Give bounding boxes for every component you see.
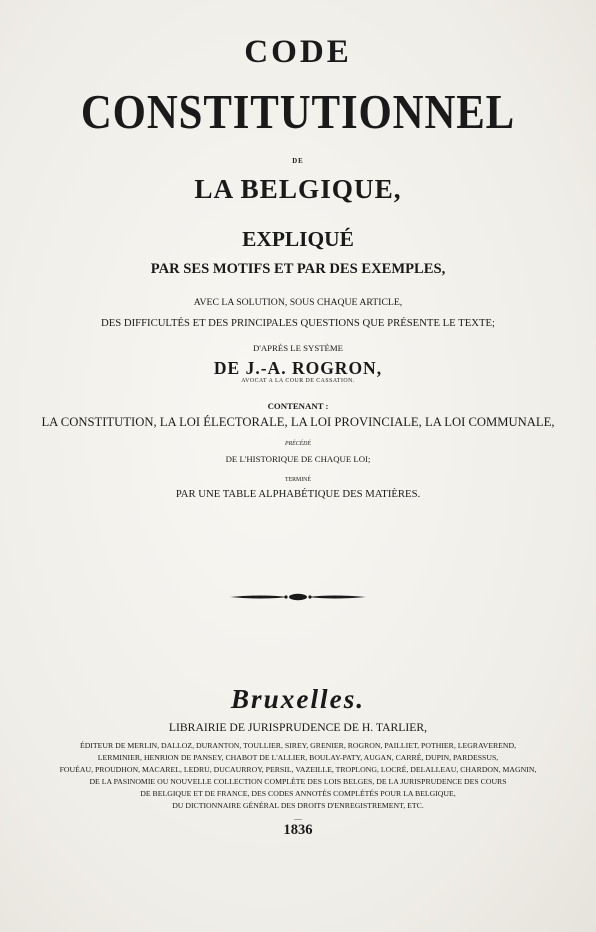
ornamental-rule: [0, 590, 596, 609]
imprint-dash: —: [294, 814, 302, 823]
imprint-editor-line: LERMINIER, HENRION DE PANSEY, CHABOT DE L'ALLIER, BOULAY-PATY, AUGAN, CARRÉ, DUPIN, PARDESSUS,: [97, 753, 499, 762]
imprint-year: 1836: [283, 822, 313, 838]
imprint-publisher: LIBRAIRIE DE JURISPRUDENCE DE H. TARLIER,: [168, 721, 428, 734]
imprint-editor-line: DE LA PASINOMIE OU NOUVELLE COLLECTION COMPLÈTE DES LOIS BELGES, DE LA JURISPRUDENCE DES COURS: [89, 777, 507, 786]
title-code: CODE: [244, 34, 352, 70]
imprint-city: Bruxelles.: [230, 684, 366, 714]
subtitle-difficultes: DES DIFFICULTÉS ET DES PRINCIPALES QUESTIONS QUE PRÉSENTE LE TEXTE;: [101, 317, 495, 329]
subtitle-motifs: PAR SES MOTIFS ET PAR DES EXEMPLES,: [150, 261, 446, 277]
author-name: DE J.-A. ROGRON,: [213, 358, 383, 378]
title-constitutionnel: CONSTITUTIONNEL: [80, 85, 516, 139]
termine-label: TERMINÉ: [285, 477, 311, 483]
subtitle-solution: AVEC LA SOLUTION, SOUS CHAQUE ARTICLE,: [193, 297, 403, 308]
table-line: PAR UNE TABLE ALPHABÉTIQUE DES MATIÈRES.: [175, 488, 421, 500]
author-role: AVOCAT A LA COUR DE CASSATION.: [241, 378, 355, 384]
title-de: DE: [292, 158, 304, 165]
contents-heading: CONTENANT :: [267, 401, 329, 411]
subtitle-explique: EXPLIQUÉ: [242, 227, 354, 251]
contents-list: LA CONSTITUTION, LA LOI ÉLECTORALE, LA LOI PROVINCIALE, LA LOI COMMUNALE,: [41, 415, 555, 429]
imprint-editor-line: FOUÉAU, PROUDHON, MACAREL, LEDRU, DUCAURROY, PERSIL, VAZEILLE, TROPLONG, LOCRÉ, DELALLEAU, CHARDON, MAGNIN,: [59, 765, 537, 774]
ornament-icon: [228, 590, 368, 604]
imprint-editor-line: DE BELGIQUE ET DE FRANCE, DES CODES ANNOTÉS COMPLÉTÉS POUR LA BELGIQUE,: [140, 789, 456, 798]
historique-line: DE L'HISTORIQUE DE CHAQUE LOI;: [225, 454, 371, 464]
imprint-editor-line: DU DICTIONNAIRE GÉNÉRAL DES DROITS D'ENREGISTREMENT, ETC.: [172, 801, 424, 810]
subtitle-dapres: D'APRÈS LE SYSTÈME: [252, 343, 344, 353]
title-belgique: LA BELGIQUE,: [194, 174, 402, 204]
imprint-editor-line: ÉDITEUR DE MERLIN, DALLOZ, DURANTON, TOULLIER, SIREY, GRENIER, ROGRON, PAILLIET, POTHIER, LEGRAVEREND,: [79, 741, 517, 750]
precede-label: PRÉCÉDÉ: [285, 441, 311, 447]
